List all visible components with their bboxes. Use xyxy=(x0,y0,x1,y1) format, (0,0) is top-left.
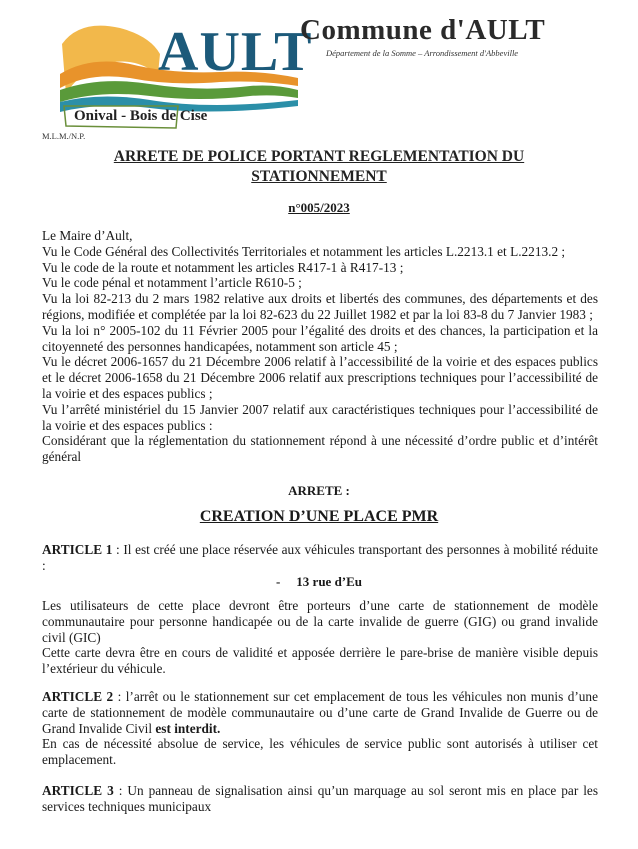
preamble-line: Vu le code pénal et notamment l’article R610-5 ; xyxy=(42,275,302,291)
article-1-intro xyxy=(42,542,598,574)
article-1-para1: Les utilisateurs de cette place devront être porteurs d’une carte de stationnement de modèle communautaire pour personne handicapée ou de la carte invalide de guerre (GIG) ou grand invalide civil (GIC) xyxy=(42,598,598,645)
preamble-line: Vu le décret 2006-1657 du 21 Décembre 2006 relatif à l’accessibilité de la voirie et des espaces publics et le décret 2006-1658 du 21 Décembre 2006 relatif aux prescriptions techniques pour l’accessibilité de la voirie et des espaces publics ; xyxy=(42,354,598,401)
article-3-text: : Un panneau de signalisation ainsi qu’un marquage au sol seront mis en place par les services techniques municipaux xyxy=(42,783,598,814)
article-2-label: ARTICLE 2 xyxy=(42,689,114,704)
preamble-line: Vu l’arrêté ministériel du 15 Janvier 2007 relatif aux caractéristiques techniques pour l’accessibilité de la voirie et des espaces publics : xyxy=(42,401,598,433)
preamble-line: Le Maire d’Ault, xyxy=(42,228,133,243)
decree-title xyxy=(80,147,558,187)
arrete-label: ARRETE : xyxy=(288,483,350,498)
preamble-line: Vu le Code Général des Collectivités Territoriales et notamment les articles L.2213.1 et L.2213.2 ; xyxy=(42,243,566,259)
decree-title-line2: STATIONNEMENT xyxy=(251,168,387,185)
section-title: CREATION D’UNE PLACE PMR xyxy=(199,508,439,525)
preamble-line: Considérant que la réglementation du stationnement répond à une nécessité d’ordre public et d’intérêt général xyxy=(42,433,598,465)
article-3-label: ARTICLE 3 xyxy=(42,783,114,798)
article-3 xyxy=(42,783,598,815)
preamble-line: Vu la loi n° 2005-102 du 11 Février 2005 pour l’égalité des droits et des chances, la participation et la citoyenneté des personnes handicapées, notamment son article 45 ; xyxy=(42,322,598,354)
article-2-para2: En cas de nécessité absolue de service, les véhicules de service public sont autorisés à utiliser cet emplacement. xyxy=(42,736,598,768)
article-1-text: : Il est créé une place réservée aux véhicules transportant des personnes à mobilité réduite : xyxy=(42,542,598,573)
article-1-address xyxy=(0,574,638,590)
reference-initials: M.L.M./N.P. xyxy=(42,131,86,141)
preamble xyxy=(42,228,598,465)
decree-number: n°005/2023 xyxy=(288,200,350,215)
address-text: 13 rue d’Eu xyxy=(296,574,363,589)
article-2 xyxy=(42,689,598,768)
logo-tagline: Onival - Bois de Cise xyxy=(74,108,208,124)
article-1-para2: Cette carte devra être en cours de validité et apposée derrière le pare-brise de manière visible depuis l’extérieur du véhicule. xyxy=(42,645,598,677)
preamble-line: Vu la loi 82-213 du 2 mars 1982 relative aux droits et libertés des communes, des départements et des régions, modifiée et complétée par la loi 82-623 du 22 Juillet 1982 et par la loi 83-8 du 7 Janvier 1983 ; xyxy=(42,291,598,322)
commune-logo xyxy=(60,14,313,130)
article-2-text: : l’arrêt ou le stationnement sur cet emplacement de tous les véhicules non munis d’une carte de stationnement de modèle communautaire ou d’une carte de Grand Invalide de Guerre ou de Grand Invalide Civil xyxy=(42,689,598,736)
decree-title-line1: ARRETE DE POLICE PORTANT REGLEMENTATION DU xyxy=(113,148,525,165)
article-1-label: ARTICLE 1 xyxy=(42,542,113,557)
article-2-emphasis: est interdit. xyxy=(155,720,221,736)
address-dash: - xyxy=(275,574,281,589)
commune-title: Commune d'AULT xyxy=(300,14,546,46)
logo-brand-text: AULT xyxy=(158,21,313,83)
article-1-body xyxy=(42,598,598,677)
preamble-line: Vu le code de la route et notamment les articles R417-1 à R417-13 ; xyxy=(42,259,404,275)
commune-subtitle: Département de la Somme – Arrondissement d'Abbeville xyxy=(326,48,519,58)
